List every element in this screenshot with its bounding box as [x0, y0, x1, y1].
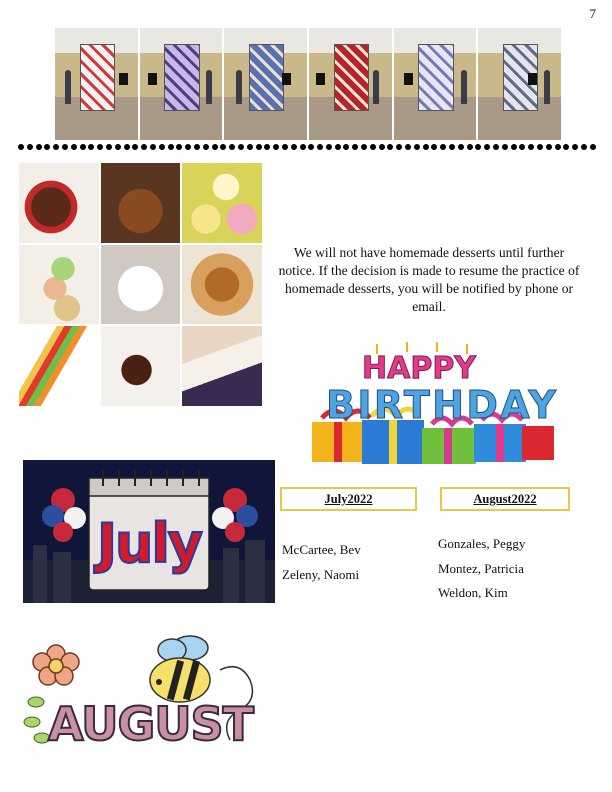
pie-photo [182, 245, 262, 325]
lava-cake-photo [101, 326, 181, 406]
quilt-photo-4 [309, 28, 392, 140]
divider-dot [185, 144, 191, 150]
divider-dot [343, 144, 349, 150]
divider-dot [132, 144, 138, 150]
divider-dot [484, 144, 490, 150]
divider-dot [581, 144, 587, 150]
divider-dot [405, 144, 411, 150]
divider-dot [247, 144, 253, 150]
divider-dot [502, 144, 508, 150]
dessert-collage [19, 163, 262, 406]
quilt-photo-1 [55, 28, 138, 140]
divider-dot [256, 144, 262, 150]
divider-dot [300, 144, 306, 150]
happy-birthday-graphic [282, 340, 582, 470]
divider-dot [291, 144, 297, 150]
happy-birthday-illustration [282, 340, 582, 470]
flower-icon [33, 645, 79, 685]
divider-dot [317, 144, 323, 150]
divider-dot [80, 144, 86, 150]
berry-tart-photo [182, 326, 262, 406]
august-title: AUGUST [48, 697, 254, 751]
divider-dot [97, 144, 103, 150]
divider-dot [168, 144, 174, 150]
quilt-photo-2 [140, 28, 223, 140]
list-item: Zeleny, Naomi [282, 566, 360, 582]
divider-dot [423, 144, 429, 150]
august-clipart [22, 630, 276, 755]
august-header: August2022 [440, 487, 570, 511]
divider-dot [449, 144, 455, 150]
page-number: 7 [589, 6, 596, 21]
divider-dot [555, 144, 561, 150]
divider-dot [546, 144, 552, 150]
list-item: Gonzales, Peggy [438, 536, 526, 551]
divider-dot [150, 144, 156, 150]
august-birthday-list [438, 532, 598, 606]
quilt-photo-5 [394, 28, 477, 140]
divider-dot [475, 144, 481, 150]
divider-dot [370, 144, 376, 150]
divider-dot [519, 144, 525, 150]
divider-dot [71, 144, 77, 150]
divider-dot [212, 144, 218, 150]
divider-dot [440, 144, 446, 150]
divider-dot [335, 144, 341, 150]
divider-dot [44, 144, 50, 150]
july-header: July2022 [280, 487, 417, 511]
divider-dot [62, 144, 68, 150]
divider-dot [396, 144, 402, 150]
divider-dot [379, 144, 385, 150]
desserts-notice: We will not have homemade desserts until further notice. If the decision is made to resume the practice of homemade desserts, you will be notified by phone or email. [278, 245, 580, 314]
divider-dot [264, 144, 270, 150]
divider-dot [537, 144, 543, 150]
divider-dot [18, 144, 24, 150]
divider-dot [238, 144, 244, 150]
pastries-photo [101, 163, 181, 243]
divider-dot [467, 144, 473, 150]
divider-dot [203, 144, 209, 150]
divider-dot [229, 144, 235, 150]
divider-dot [53, 144, 59, 150]
bee-icon [150, 636, 210, 702]
divider-dot [282, 144, 288, 150]
divider-dot [563, 144, 569, 150]
divider-dot [308, 144, 314, 150]
divider-dot [124, 144, 130, 150]
list-item: Montez, Patricia [438, 560, 524, 576]
july-birthday-list [282, 538, 432, 587]
divider-dot [36, 144, 42, 150]
divider-dot [115, 144, 121, 150]
quilt-show-photo-strip [55, 28, 561, 140]
divider-dot [414, 144, 420, 150]
divider-dot [590, 144, 596, 150]
august-bee-illustration [22, 630, 276, 755]
list-item: Weldon, Kim [438, 585, 508, 600]
divider-dot [352, 144, 358, 150]
july-banner-image [23, 460, 275, 603]
divider-dot [273, 144, 279, 150]
gummy-bears-photo [19, 326, 99, 406]
divider-dot [220, 144, 226, 150]
happy-text: HAPPY [362, 351, 477, 386]
meringue-cake-photo [101, 245, 181, 325]
divider-dot [176, 144, 182, 150]
divider-dot [458, 144, 464, 150]
divider-dot [27, 144, 33, 150]
dotted-divider [18, 144, 596, 152]
divider-dot [361, 144, 367, 150]
divider-dot [528, 144, 534, 150]
divider-dot [387, 144, 393, 150]
macarons-photo [19, 245, 99, 325]
birthday-text: BIRTHDAY [326, 383, 556, 427]
divider-dot [106, 144, 112, 150]
divider-dot [141, 144, 147, 150]
july-title: July [97, 512, 203, 575]
divider-dot [326, 144, 332, 150]
july-fireworks-illustration [23, 460, 275, 603]
chocolate-cake-photo [19, 163, 99, 243]
quilt-photo-6 [478, 28, 561, 140]
list-item: McCartee, Bev [282, 542, 361, 557]
cupcakes-photo [182, 163, 262, 243]
divider-dot [511, 144, 517, 150]
quilt-photo-3 [224, 28, 307, 140]
divider-dot [431, 144, 437, 150]
divider-dot [88, 144, 94, 150]
divider-dot [572, 144, 578, 150]
divider-dot [194, 144, 200, 150]
divider-dot [159, 144, 165, 150]
divider-dot [493, 144, 499, 150]
